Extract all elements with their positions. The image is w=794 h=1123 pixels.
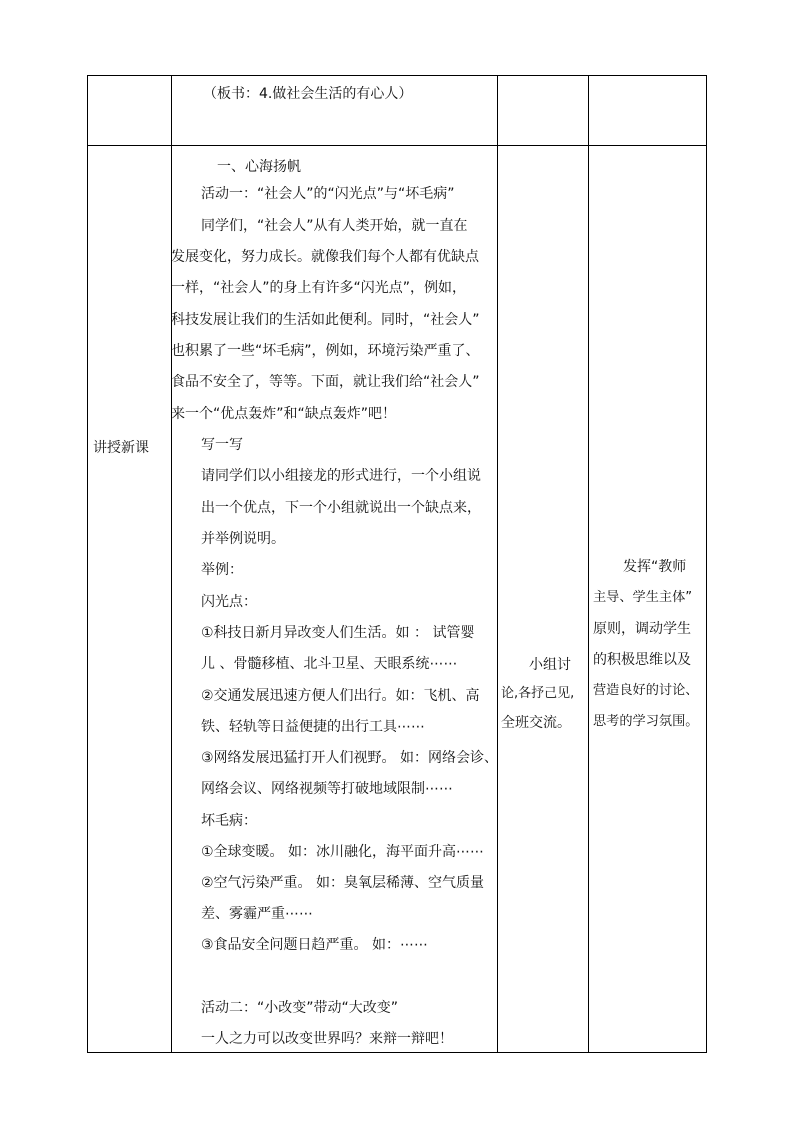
table-border-bottom <box>87 1052 707 1053</box>
content-line: 食品不安全了，等等。下面，就让我们给“社会人” <box>171 374 480 390</box>
content-line: ①科技日新月异改变人们生活。如 ： 试管婴 <box>201 625 475 641</box>
table-divider-2 <box>497 75 498 1053</box>
table-divider-3 <box>588 75 589 1053</box>
activity-line: 小组讨 <box>529 657 571 673</box>
intent-line: 发挥“教师 <box>623 559 687 575</box>
intent-line: 原则，调动学生 <box>593 621 691 637</box>
content-line: 儿 、骨髓移植、北斗卫星、天眼系统⋯⋯ <box>201 656 458 672</box>
table-border-right <box>706 75 707 1053</box>
content-line: 也积累了一些“坏毛病”，例如，环境污染严重了、 <box>171 343 480 359</box>
intent-line: 的积极思维以及 <box>593 652 691 668</box>
table-row-divider <box>87 145 707 146</box>
content-line: 活动一：“社会人”的“闪光点”与“坏毛病” <box>201 186 455 202</box>
content-line: 一、心海扬帆 <box>217 159 301 175</box>
content-line: ③网络发展迅猛打开人们视野。 如：网络会诊、 <box>201 750 498 766</box>
content-line: 科技发展让我们的生活如此便利。同时，“社会人” <box>171 312 480 328</box>
content-line: 写一写 <box>201 437 243 453</box>
table-border-left <box>87 75 88 1053</box>
section-label: 讲授新课 <box>93 440 149 456</box>
content-line: 活动二：“小改变”带动“大改变” <box>201 1000 399 1016</box>
content-line: 一人之力可以改变世界吗？来辩一辩吧！ <box>201 1031 453 1047</box>
content-line: 一样，“社会人”的身上有许多“闪光点”，例如， <box>171 280 467 296</box>
content-line: ③食品安全问题日趋严重。 如：⋯⋯ <box>201 937 429 953</box>
content-line: 举例： <box>201 562 243 578</box>
table-divider-1 <box>171 75 172 1053</box>
content-line: 发展变化，努力成长。就像我们每个人都有优缺点 <box>171 249 479 265</box>
intent-line: 营造良好的讨论、 <box>593 683 699 698</box>
table-border-top <box>87 75 707 76</box>
content-line: 出一个优点，下一个小组就说出一个缺点来， <box>201 500 481 516</box>
content-line: 差、雾霾严重⋯⋯ <box>201 906 313 922</box>
content-line: 并举例说明。 <box>201 531 285 547</box>
board-note: （板书：4.做社会生活的有心人） <box>203 86 413 102</box>
content-line: ①全球变暖。 如：冰川融化，海平面升高⋯⋯ <box>201 844 484 860</box>
content-line: ②交通发展迅速方便人们出行。如：飞机、高 <box>201 688 480 704</box>
content-line: 坏毛病： <box>201 813 257 829</box>
activity-line: 全班交流。 <box>501 715 571 731</box>
content-line: 同学们，“社会人”从有人类开始，就一直在 <box>201 218 468 234</box>
content-line: ②空气污染严重。 如：臭氧层稀薄、空气质量 <box>201 875 484 891</box>
content-line: 来一个“优点轰炸”和“缺点轰炸”吧！ <box>171 406 397 422</box>
content-line: 铁、轻轨等日益便捷的出行工具⋯⋯ <box>201 719 425 735</box>
intent-line: 主导、学生主体” <box>593 590 693 605</box>
lesson-table <box>87 75 707 1053</box>
intent-line: 思考的学习氛围。 <box>593 714 699 729</box>
activity-line: 论,各抒己见, <box>501 686 575 701</box>
content-line: 网络会议、网络视频等打破地域限制⋯⋯ <box>201 781 453 797</box>
content-line: 请同学们以小组接龙的形式进行，一个小组说 <box>201 468 481 484</box>
content-line: 闪光点： <box>201 594 257 610</box>
